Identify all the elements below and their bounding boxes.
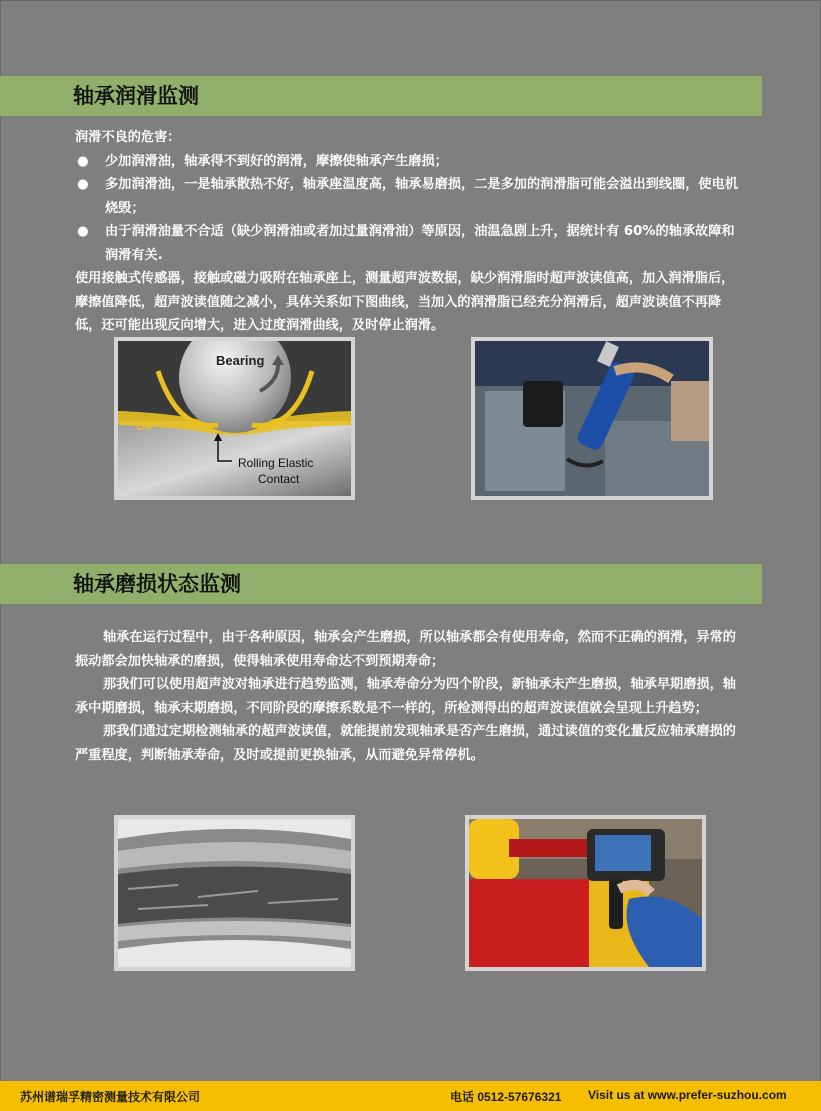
footer-bar <box>0 1081 821 1111</box>
lubrication-paragraph: 使用接触式传感器，接触或磁力吸附在轴承座上，测量超声波数据，缺少润滑脂时超声波读值高，加入润滑脂后，摩擦值降低，超声波读值随之减小，具体关系如下图曲线，当加入的润滑脂已经充分润滑后，超声波读值不再降低，还可能出现反向增大，进入过度润滑曲线，及时停止润滑。 <box>75 271 735 333</box>
wear-paragraph: 那我们可以使用超声波对轴承进行趋势监测，轴承寿命分为四个阶段，新轴承未产生磨损，轴承早期磨损，轴承中期磨损，轴承末期磨损，不同阶段的摩擦系数是不一样的，所检测得出的超声波读值就会呈现上升趋势； <box>75 677 736 716</box>
wear-paragraph: 那我们通过定期检测轴承的超声波读值，就能提前发现轴承是否产生磨损，通过读值的变化量反应轴承磨损的严重程度，判断轴承寿命，及时或提前更换轴承，从而避免异常停机。 <box>75 724 736 763</box>
worn-bearing-photo <box>114 815 355 971</box>
bearing-contact-diagram <box>114 337 355 500</box>
diagram-oil-label: Oil <box>136 419 153 433</box>
grease-gun-photo <box>471 337 713 500</box>
bullet-dot-icon: ● <box>77 153 89 169</box>
footer-phone: 电话 0512-57676321 <box>450 1090 562 1104</box>
ultrasonic-detector-photo <box>465 815 706 971</box>
lubrication-text <box>75 126 740 338</box>
footer-company: 苏州谱瑞孚精密测量技术有限公司 <box>20 1090 201 1104</box>
bullet-item: ● 少加润滑油，轴承得不到好的润滑，摩擦使轴承产生磨损； <box>75 150 740 174</box>
wear-text <box>75 626 740 767</box>
wear-paragraph: 轴承在运行过程中，由于各种原因，轴承会产生磨损，所以轴承都会有使用寿命，然而不正确的润滑，异常的振动都会加快轴承的磨损，使得轴承使用寿命达不到预期寿命； <box>75 630 736 669</box>
footer-website: Visit us at www.prefer-suzhou.com <box>588 1088 787 1102</box>
bullet-dot-icon: ● <box>77 224 89 239</box>
section-title-wear: 轴承磨损状态监测 <box>0 564 762 604</box>
diagram-bearing-label: Bearing <box>216 353 265 368</box>
intro-label: 润滑不良的危害： <box>75 130 181 145</box>
bullet-dot-icon: ● <box>77 177 89 192</box>
diagram-contact-label-2: Contact <box>258 472 300 486</box>
bullet-item: ● 由于润滑油量不合适（缺少润滑油或者加过量润滑油）等原因，油温急剧上升，据统计有 60%的轴承故障和润滑有关. <box>75 220 740 267</box>
section-title-lubrication: 轴承润滑监测 <box>0 76 762 116</box>
diagram-contact-label-1: Rolling Elastic <box>238 456 314 470</box>
bullet-item: ● 多加润滑油，一是轴承散热不好，轴承座温度高，轴承易磨损，二是多加的润滑脂可能会溢出到线圈，使电机烧毁； <box>75 173 740 220</box>
